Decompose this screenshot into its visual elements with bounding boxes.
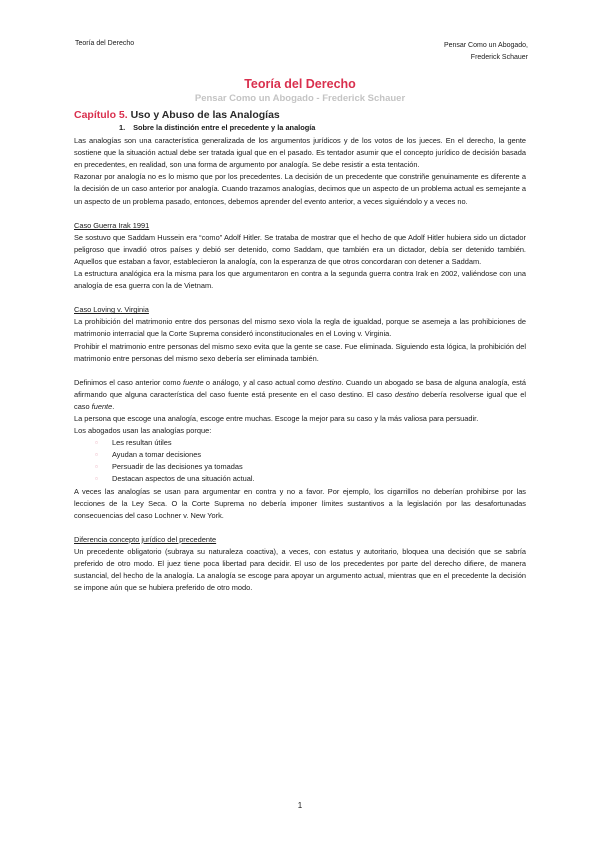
list-item: ▫ Persuadir de las decisiones ya tomadas [112,461,526,473]
intro-paragraph-2: Razonar por analogía no es lo mismo que por los precedentes. La decisión de un precedente que constriñe genuinamente es diferente a la decisión de un caso anterior por analogía. Cuando trazamos analogías, decimos que un aspecto de un problema actual es semejante a un aspecto de un problema pasado, entonces, debemos aprender del evento anterior, a veces siguiéndolo y a veces no. [74,172,526,206]
definitions-paragraph-1: Definimos el caso anterior como fuente o análogo, y al caso actual como destino. Cuando un abogado se basa de alguna analogía, está afirmando que alguna característica del caso fuente está presente en el caso destino. El caso destino debería resolverse igual que el caso fuente. [74,377,527,411]
loving-case-heading: Caso Loving v. Virginia [74,305,149,315]
bullet-icon: ▫ [95,462,98,472]
definitions-paragraph-3: A veces las analogías se usan para argumentar en contra y no a favor. Por ejemplo, los cigarrillos no deberían prohibirse por las lecciones de la Ley Seca. O la Corte Suprema no debería imponer límites sustantivos a la legislación por las desafortunadas consecuencias del caso Lochner v. New York. [74,486,526,520]
list-item: ▫ Destacan aspectos de una situación actual. [112,473,526,485]
bullet-icon: ▫ [95,438,98,448]
list-item: ▫ Les resultan útiles [112,437,526,449]
iraq-paragraph-1: Se sostuvo que Saddam Hussein era “como” Adolf Hitler. Se trataba de mostrar que el hecho de que Adolf Hitler hubiera sido un dictador peligroso que invadió otros países y debió ser detenido, como Saddam, que también era un dictador, debía ser detenido también. Aquellos que estaban a favor, establecieron la analogía, con la esperanza de que otros concordaran con detener a Saddam. [74,232,526,266]
document-body [74,108,526,594]
running-header-right [444,40,528,64]
iraq-case-heading: Caso Guerra Irak 1991 [74,220,150,230]
difference-paragraph: Un precedente obligatorio (subraya su naturaleza coactiva), a veces, con estatus y autoritario, bloquea una decisión que se sabría preferido de otro modo. El juez tiene poca libertad para decidir. El uso de los precedentes por parte del derecho difiere, de manera sustancial, del hecho de la analogía. La analogía se escoge para apoyar un argumento actual, mientras que en el precedente la decisión se impone aún que se hubiera preferido de otro modo. [74,546,526,593]
list-intro: Los abogados usan las analogías porque: [74,426,212,436]
reasons-list [74,437,526,485]
chapter-label: Capítulo 5. [74,109,128,121]
intro-paragraph-1: Las analogías son una característica generalizada de los argumentos jurídicos y de los votos de los jueces. En el derecho, la gente sostiene que la situación actual debe ser tratada igual que en el pasado. Es tentador asumir que el concepto jurídico de decisión basada en precedentes, en realidad, son una forma de argumento por analogía. Se debe resistir a esta tentación. [74,136,526,170]
loving-paragraph-1: La prohibición del matrimonio entre dos personas del mismo sexo viola la regla de igualdad, porque se asemeja a las prohibiciones de matrimonio interracial que la Corte Suprema consideró inconstitucionales en el Loving v. Virginia. [74,317,526,339]
iraq-paragraph-2: La estructura analógica era la misma para los que argumentaron en contra a la segunda guerra contra Irak en 2002, valiéndose con una analogía de esa guerra con la de Vietnam. [74,269,526,291]
document-subtitle: Pensar Como un Abogado - Frederick Schauer [194,93,406,104]
running-header-right-line2: Frederick Schauer [470,54,528,61]
bullet-icon: ▫ [95,450,98,460]
loving-paragraph-2: Prohibir el matrimonio entre personas del mismo sexo evita que la gente se case. Fue eliminada. Siguiendo esta lógica, la prohibición del matrimonio entre personas del mismo sexo debería ser eliminada también. [74,341,526,363]
running-header-right-line1: Pensar Como un Abogado, [443,42,528,49]
list-item: ▫ Ayudan a tomar decisiones [112,449,526,461]
section-heading [74,122,526,134]
running-header-left: Teoría del Derecho [75,40,135,47]
page-number: 1 [297,801,303,810]
document-title: Teoría del Derecho [244,77,356,91]
chapter-title: Uso y Abuso de las Analogías [130,109,280,121]
bullet-icon: ▫ [95,474,98,484]
difference-heading: Diferencia concepto jurídico del precedente [74,534,217,544]
definitions-paragraph-2: La persona que escoge una analogía, escoge entre muchas. Escoge la mejor para su caso y la más valiosa para persuadir. [74,413,479,423]
chapter-heading [74,108,526,122]
section-title: Sobre la distinción entre el precedente y la analogía [133,123,316,132]
section-number: 1. [119,123,126,132]
